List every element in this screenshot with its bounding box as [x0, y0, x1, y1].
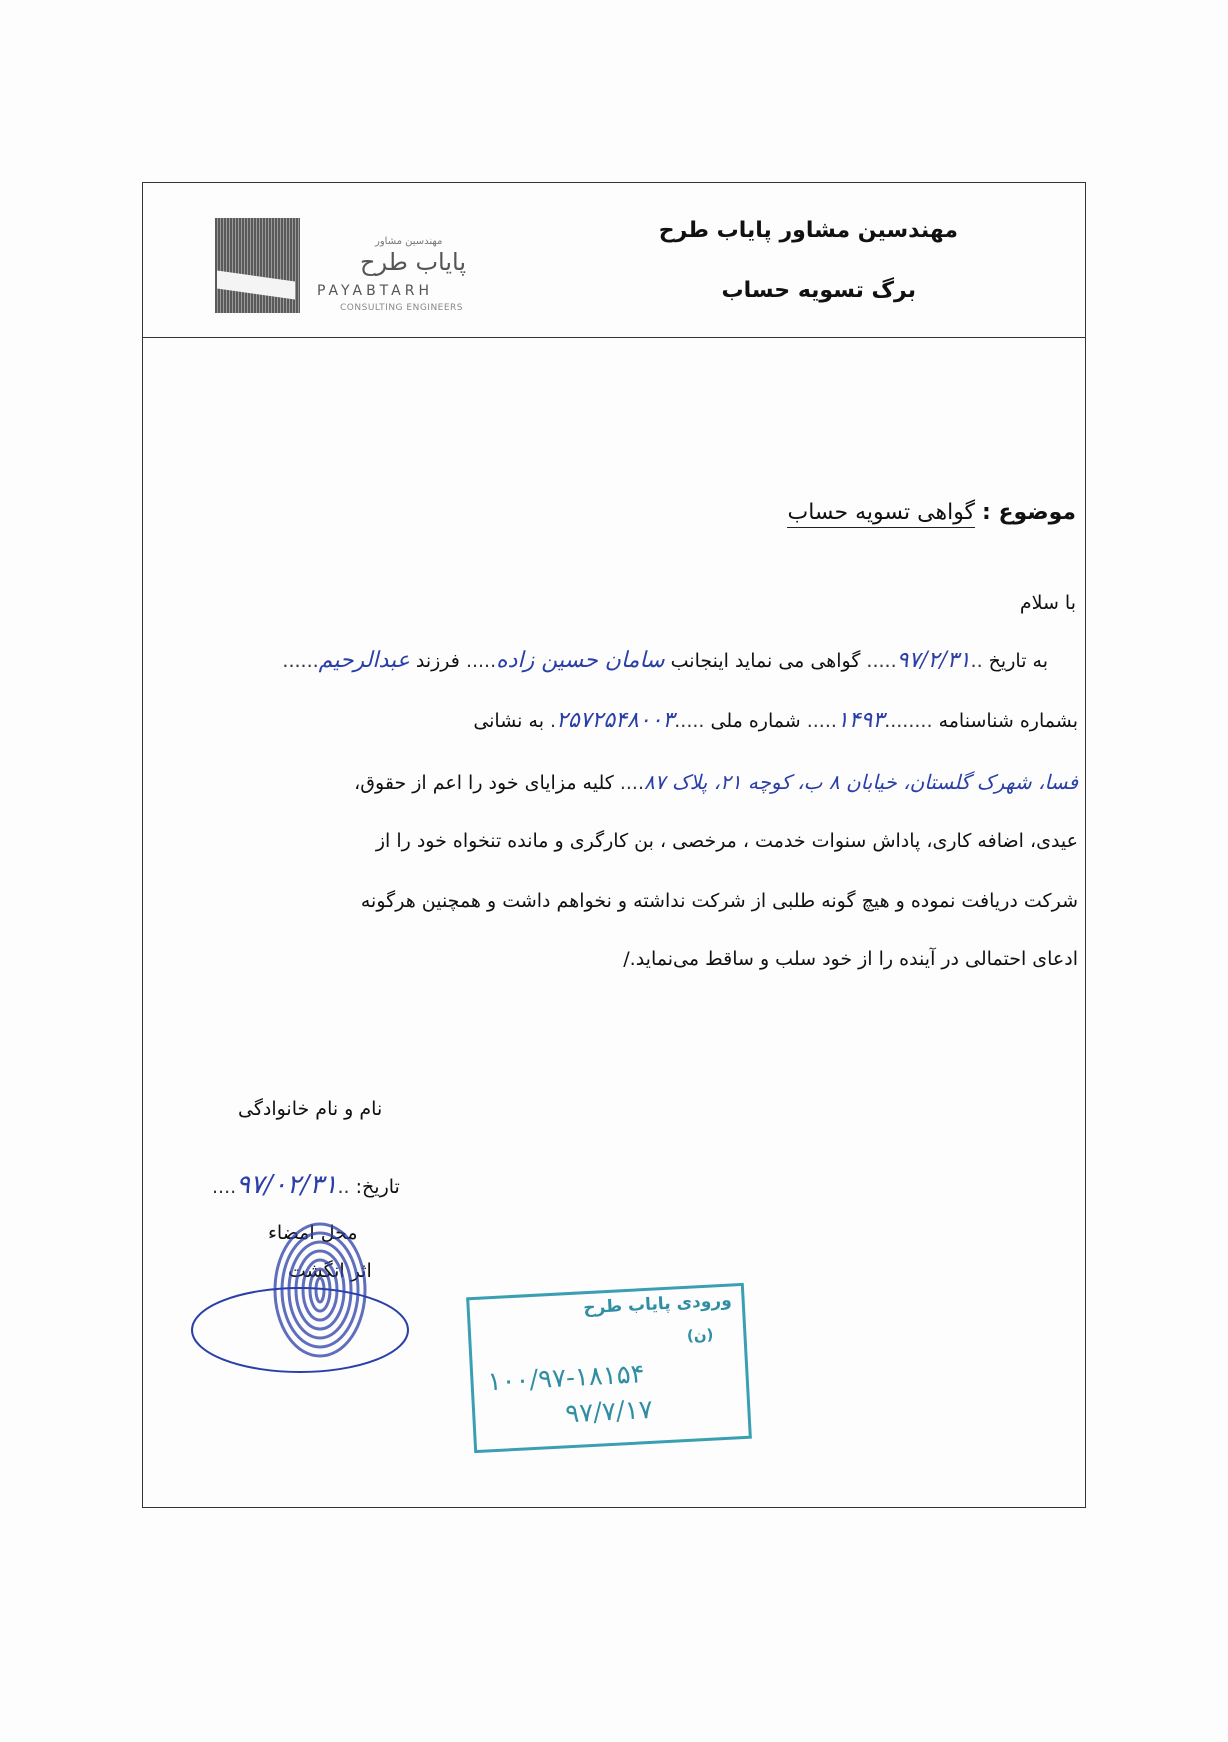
- signature-date-label: تاریخ:: [355, 1176, 400, 1198]
- form-title: برگ تسویه حساب: [721, 278, 916, 303]
- logo-english-subtitle: CONSULTING ENGINEERS: [340, 303, 464, 313]
- header-divider: [142, 337, 1086, 338]
- stamp-line-3: ۱۰۰/۹۷-۱۸۱۵۴: [486, 1359, 646, 1398]
- stamp-line-1: ورودی پایاب طرح: [582, 1290, 733, 1319]
- company-name: مهندسین مشاور پایاب طرح: [658, 218, 958, 243]
- subject-label: موضوع :: [982, 500, 1076, 525]
- company-logo-mark: [215, 218, 300, 313]
- signature-place-label: محل امضاء: [268, 1222, 358, 1244]
- signature-ellipse: [192, 1288, 408, 1372]
- greeting: با سلام: [1019, 592, 1076, 614]
- body-line-1: به تاریخ ..۹۷/۲/۳۱..... گواهی می نماید اینجانب سامان حسین زاده..... فرزند عبدالرحیم......: [282, 648, 1048, 673]
- entry-stamp: [466, 1283, 752, 1453]
- name-label: نام و نام خانوادگی: [238, 1098, 383, 1120]
- text-date-label: به تاریخ: [988, 650, 1048, 672]
- subject-line: [787, 500, 1076, 525]
- logo-persian-subtitle: مهندسین مشاور: [375, 236, 443, 247]
- body-line-6: ادعای احتمالی در آینده را از خود سلب و ساقط می‌نماید./: [623, 948, 1078, 970]
- text-address-label: به نشانی: [473, 710, 544, 732]
- handwritten-date: ۹۷/۲/۳۱: [896, 648, 971, 673]
- text-benefits: کلیه مزایای خود را اعم از حقوق،: [354, 772, 614, 794]
- text-child-of: فرزند: [415, 650, 460, 672]
- text-certify: گواهی می نماید اینجانب: [670, 650, 861, 672]
- fingerprint-icon: [275, 1224, 365, 1356]
- body-line-4: عیدی، اضافه کاری، پاداش سنوات خدمت ، مرخصی ، بن کارگری و مانده تنخواه خود را از: [375, 830, 1078, 852]
- text-id-number-label: بشماره شناسنامه: [938, 710, 1078, 732]
- handwritten-name: سامان حسین زاده: [496, 648, 665, 673]
- body-line-3: فسا، شهرک گلستان، خیابان ۸ ب، کوچه ۲۱، پلاک ۸۷.... کلیه مزایای خود را اعم از حقوق،: [354, 770, 1078, 794]
- subject-value: گواهی تسویه حساب: [787, 500, 975, 528]
- thumbprint-label: اثر انگشت: [288, 1260, 372, 1282]
- body-line-5: شرکت دریافت نموده و هیچ گونه طلبی از شرکت نداشته و نخواهم داشت و همچنین هرگونه: [360, 890, 1078, 912]
- handwritten-signature-date: ۹۷/۰۲/۳۱: [236, 1170, 338, 1200]
- logo-persian-name: پایاب طرح: [360, 248, 467, 276]
- stamp-line-4: ۹۷/۷/۱۷: [564, 1394, 654, 1430]
- stamp-line-2: (ن): [686, 1325, 714, 1345]
- signature-date-row: تاریخ: ..۹۷/۰۲/۳۱....: [212, 1170, 400, 1200]
- fingerprint-signature-graphic: [160, 1180, 460, 1380]
- handwritten-national-id: ۲۵۷۲۵۴۸۰۰۳: [556, 708, 675, 733]
- body-line-2: بشماره شناسنامه ........۱۴۹۳..... شماره ملی .....۲۵۷۲۵۴۸۰۰۳. به نشانی: [473, 708, 1078, 733]
- logo-english-name: PAYABTARH: [317, 283, 433, 299]
- handwritten-father-name: عبدالرحیم: [318, 648, 410, 673]
- handwritten-address: فسا، شهرک گلستان، خیابان ۸ ب، کوچه ۲۱، پلاک ۸۷: [644, 770, 1078, 794]
- handwritten-id-number: ۱۴۹۳: [836, 708, 885, 733]
- text-national-id-label: شماره ملی: [710, 710, 801, 732]
